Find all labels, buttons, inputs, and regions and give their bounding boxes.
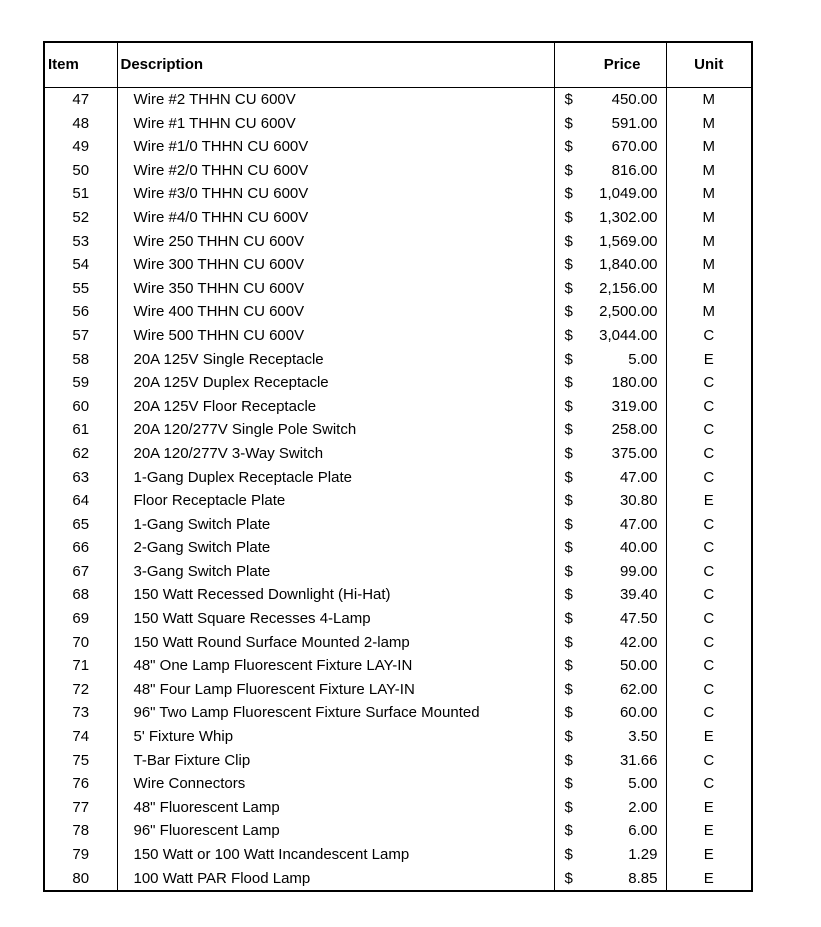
item-number-cell: 62 [44, 442, 117, 466]
description-cell: 1-Gang Switch Plate [117, 513, 554, 537]
description-cell: 20A 125V Floor Receptacle [117, 395, 554, 419]
price-amount: 2,156.00 [599, 279, 658, 297]
unit-cell: E [666, 725, 752, 749]
item-number-cell: 76 [44, 772, 117, 796]
table-row [44, 88, 752, 112]
price-amount: 5.00 [628, 775, 658, 793]
price-cell [554, 88, 666, 112]
price-cell [554, 230, 666, 254]
description-cell: 96" Fluorescent Lamp [117, 819, 554, 843]
price-cell [554, 749, 666, 773]
description-cell: 20A 120/277V 3-Way Switch [117, 442, 554, 466]
price-cell [554, 253, 666, 277]
item-number-cell: 77 [44, 796, 117, 820]
description-cell: 20A 125V Single Receptacle [117, 348, 554, 372]
item-number-cell: 48 [44, 112, 117, 136]
price-cell [554, 300, 666, 324]
item-number-cell: 55 [44, 277, 117, 301]
price-amount: 1,569.00 [599, 232, 658, 250]
price-cell [554, 395, 666, 419]
price-amount: 47.00 [619, 515, 658, 533]
description-cell: 150 Watt Square Recesses 4-Lamp [117, 607, 554, 631]
price-amount: 1,302.00 [599, 208, 658, 226]
price-amount: 50.00 [619, 657, 658, 675]
item-number-cell: 63 [44, 466, 117, 490]
unit-cell: M [666, 88, 752, 112]
item-number-cell: 64 [44, 489, 117, 513]
price-cell [554, 796, 666, 820]
unit-cell: C [666, 631, 752, 655]
price-amount: 180.00 [611, 374, 658, 392]
currency-symbol: $ [564, 798, 573, 816]
header-price: Price [554, 42, 666, 88]
table-row [44, 843, 752, 867]
table-row [44, 725, 752, 749]
table-row [44, 749, 752, 773]
price-cell [554, 182, 666, 206]
item-number-cell: 50 [44, 159, 117, 183]
price-cell [554, 867, 666, 892]
currency-symbol: $ [564, 869, 573, 887]
description-cell: 2-Gang Switch Plate [117, 536, 554, 560]
price-cell [554, 442, 666, 466]
description-cell: 20A 125V Duplex Receptacle [117, 371, 554, 395]
price-cell [554, 513, 666, 537]
table-row [44, 300, 752, 324]
price-cell [554, 701, 666, 725]
item-number-cell: 59 [44, 371, 117, 395]
description-cell: Wire Connectors [117, 772, 554, 796]
unit-cell: C [666, 536, 752, 560]
header-description: Description [117, 42, 554, 88]
table-row [44, 159, 752, 183]
table-row [44, 395, 752, 419]
table-row [44, 796, 752, 820]
price-amount: 1,840.00 [599, 256, 658, 274]
price-cell [554, 631, 666, 655]
item-number-cell: 47 [44, 88, 117, 112]
currency-symbol: $ [564, 397, 573, 415]
item-number-cell: 73 [44, 701, 117, 725]
price-amount: 375.00 [611, 444, 658, 462]
table-row [44, 112, 752, 136]
price-amount: 1,049.00 [599, 185, 658, 203]
description-cell: 1-Gang Duplex Receptacle Plate [117, 466, 554, 490]
price-cell [554, 583, 666, 607]
currency-symbol: $ [564, 279, 573, 297]
table-row [44, 701, 752, 725]
currency-symbol: $ [564, 680, 573, 698]
table-row [44, 371, 752, 395]
description-cell: 3-Gang Switch Plate [117, 560, 554, 584]
unit-cell: C [666, 607, 752, 631]
item-number-cell: 78 [44, 819, 117, 843]
item-number-cell: 60 [44, 395, 117, 419]
price-amount: 99.00 [619, 562, 658, 580]
description-cell: Wire #1 THHN CU 600V [117, 112, 554, 136]
price-cell [554, 772, 666, 796]
table-row [44, 442, 752, 466]
table-row [44, 418, 752, 442]
price-amount: 31.66 [619, 751, 658, 769]
item-number-cell: 49 [44, 135, 117, 159]
currency-symbol: $ [564, 208, 573, 226]
price-amount: 450.00 [611, 91, 658, 108]
currency-symbol: $ [564, 326, 573, 344]
description-cell: Wire 400 THHN CU 600V [117, 300, 554, 324]
price-cell [554, 607, 666, 631]
price-cell [554, 206, 666, 230]
item-number-cell: 65 [44, 513, 117, 537]
price-cell [554, 489, 666, 513]
header-item: Item [44, 42, 117, 88]
price-cell [554, 277, 666, 301]
table-row [44, 583, 752, 607]
item-number-cell: 53 [44, 230, 117, 254]
price-amount: 5.00 [628, 350, 658, 368]
price-amount: 3,044.00 [599, 326, 658, 344]
unit-cell: C [666, 749, 752, 773]
table-row [44, 678, 752, 702]
currency-symbol: $ [564, 539, 573, 557]
unit-cell: M [666, 182, 752, 206]
item-number-cell: 58 [44, 348, 117, 372]
item-number-cell: 68 [44, 583, 117, 607]
unit-cell: E [666, 489, 752, 513]
table-row [44, 631, 752, 655]
price-cell [554, 466, 666, 490]
currency-symbol: $ [564, 256, 573, 274]
table-body [44, 88, 752, 892]
currency-symbol: $ [564, 704, 573, 722]
description-cell: Wire 300 THHN CU 600V [117, 253, 554, 277]
unit-cell: C [666, 560, 752, 584]
price-amount: 2.00 [628, 798, 658, 816]
unit-cell: C [666, 371, 752, 395]
description-cell: Wire 350 THHN CU 600V [117, 277, 554, 301]
currency-symbol: $ [564, 138, 573, 156]
currency-symbol: $ [564, 421, 573, 439]
price-amount: 39.40 [619, 586, 658, 604]
currency-symbol: $ [564, 610, 573, 628]
table-row [44, 206, 752, 230]
price-amount: 42.00 [619, 633, 658, 651]
currency-symbol: $ [564, 185, 573, 203]
currency-symbol: $ [564, 468, 573, 486]
currency-symbol: $ [564, 633, 573, 651]
table-row [44, 230, 752, 254]
item-number-cell: 75 [44, 749, 117, 773]
unit-cell: M [666, 230, 752, 254]
item-number-cell: 61 [44, 418, 117, 442]
description-cell: Wire 500 THHN CU 600V [117, 324, 554, 348]
unit-cell: C [666, 324, 752, 348]
unit-cell: E [666, 796, 752, 820]
table-row [44, 182, 752, 206]
table-row [44, 607, 752, 631]
description-cell: Wire #1/0 THHN CU 600V [117, 135, 554, 159]
currency-symbol: $ [564, 444, 573, 462]
description-cell: 48" Fluorescent Lamp [117, 796, 554, 820]
currency-symbol: $ [564, 586, 573, 604]
description-cell: 20A 120/277V Single Pole Switch [117, 418, 554, 442]
price-amount: 62.00 [619, 680, 658, 698]
price-amount: 60.00 [619, 704, 658, 722]
unit-cell: C [666, 654, 752, 678]
price-amount: 6.00 [628, 822, 658, 840]
price-cell [554, 348, 666, 372]
item-number-cell: 67 [44, 560, 117, 584]
price-cell [554, 560, 666, 584]
table-row [44, 536, 752, 560]
price-cell [554, 819, 666, 843]
currency-symbol: $ [564, 114, 573, 132]
item-number-cell: 80 [44, 867, 117, 892]
item-number-cell: 70 [44, 631, 117, 655]
price-cell [554, 112, 666, 136]
table-row [44, 277, 752, 301]
price-amount: 1.29 [628, 846, 658, 863]
price-amount: 670.00 [611, 138, 658, 156]
table-row [44, 253, 752, 277]
currency-symbol: $ [564, 515, 573, 533]
unit-cell: C [666, 678, 752, 702]
unit-cell: M [666, 112, 752, 136]
unit-cell: E [666, 867, 752, 892]
price-amount: 258.00 [611, 421, 658, 439]
price-cell [554, 725, 666, 749]
currency-symbol: $ [564, 350, 573, 368]
currency-symbol: $ [564, 91, 573, 108]
unit-cell: C [666, 583, 752, 607]
price-cell [554, 843, 666, 867]
currency-symbol: $ [564, 822, 573, 840]
currency-symbol: $ [564, 562, 573, 580]
description-cell: 150 Watt Round Surface Mounted 2-lamp [117, 631, 554, 655]
currency-symbol: $ [564, 303, 573, 321]
price-cell [554, 371, 666, 395]
item-number-cell: 54 [44, 253, 117, 277]
item-number-cell: 72 [44, 678, 117, 702]
price-amount: 47.50 [619, 610, 658, 628]
unit-cell: C [666, 395, 752, 419]
table-row [44, 560, 752, 584]
price-amount: 816.00 [611, 161, 658, 179]
description-cell: Wire #2 THHN CU 600V [117, 88, 554, 112]
unit-cell: M [666, 300, 752, 324]
unit-cell: C [666, 772, 752, 796]
table-row [44, 348, 752, 372]
currency-symbol: $ [564, 775, 573, 793]
unit-cell: C [666, 701, 752, 725]
price-cell [554, 654, 666, 678]
price-amount: 40.00 [619, 539, 658, 557]
item-number-cell: 71 [44, 654, 117, 678]
price-table [43, 41, 753, 892]
unit-cell: E [666, 348, 752, 372]
table-row [44, 819, 752, 843]
header-unit: Unit [666, 42, 752, 88]
price-amount: 2,500.00 [599, 303, 658, 321]
currency-symbol: $ [564, 492, 573, 510]
unit-cell: C [666, 418, 752, 442]
price-amount: 47.00 [619, 468, 658, 486]
description-cell: 5' Fixture Whip [117, 725, 554, 749]
currency-symbol: $ [564, 751, 573, 769]
table-row [44, 466, 752, 490]
unit-cell: M [666, 135, 752, 159]
price-amount: 8.85 [628, 869, 658, 887]
price-cell [554, 678, 666, 702]
price-cell [554, 418, 666, 442]
description-cell: 150 Watt or 100 Watt Incandescent Lamp [117, 843, 554, 867]
item-number-cell: 57 [44, 324, 117, 348]
item-number-cell: 66 [44, 536, 117, 560]
description-cell: 48" Four Lamp Fluorescent Fixture LAY-IN [117, 678, 554, 702]
unit-cell: M [666, 159, 752, 183]
price-amount: 591.00 [611, 114, 658, 132]
table-row [44, 867, 752, 892]
unit-cell: C [666, 442, 752, 466]
unit-cell: C [666, 466, 752, 490]
currency-symbol: $ [564, 728, 573, 746]
item-number-cell: 74 [44, 725, 117, 749]
table-row [44, 772, 752, 796]
item-number-cell: 51 [44, 182, 117, 206]
description-cell: Wire #4/0 THHN CU 600V [117, 206, 554, 230]
item-number-cell: 69 [44, 607, 117, 631]
table-header-row [44, 42, 752, 88]
price-cell [554, 536, 666, 560]
unit-cell: E [666, 819, 752, 843]
item-number-cell: 56 [44, 300, 117, 324]
description-cell: Wire #3/0 THHN CU 600V [117, 182, 554, 206]
description-cell: Wire 250 THHN CU 600V [117, 230, 554, 254]
price-cell [554, 324, 666, 348]
price-cell [554, 135, 666, 159]
description-cell: 150 Watt Recessed Downlight (Hi-Hat) [117, 583, 554, 607]
description-cell: 96" Two Lamp Fluorescent Fixture Surface Mounted [117, 701, 554, 725]
unit-cell: M [666, 277, 752, 301]
item-number-cell: 52 [44, 206, 117, 230]
currency-symbol: $ [564, 161, 573, 179]
price-amount: 3.50 [628, 728, 658, 746]
currency-symbol: $ [564, 846, 573, 863]
unit-cell: E [666, 843, 752, 867]
table-row [44, 513, 752, 537]
price-cell [554, 159, 666, 183]
item-number-cell: 79 [44, 843, 117, 867]
unit-cell: C [666, 513, 752, 537]
description-cell: 48" One Lamp Fluorescent Fixture LAY-IN [117, 654, 554, 678]
description-cell: T-Bar Fixture Clip [117, 749, 554, 773]
currency-symbol: $ [564, 657, 573, 675]
price-amount: 319.00 [611, 397, 658, 415]
table-row [44, 135, 752, 159]
table-row [44, 489, 752, 513]
currency-symbol: $ [564, 374, 573, 392]
table-row [44, 324, 752, 348]
table-row [44, 654, 752, 678]
description-cell: 100 Watt PAR Flood Lamp [117, 867, 554, 892]
currency-symbol: $ [564, 232, 573, 250]
description-cell: Floor Receptacle Plate [117, 489, 554, 513]
description-cell: Wire #2/0 THHN CU 600V [117, 159, 554, 183]
unit-cell: M [666, 206, 752, 230]
price-amount: 30.80 [619, 492, 658, 510]
unit-cell: M [666, 253, 752, 277]
